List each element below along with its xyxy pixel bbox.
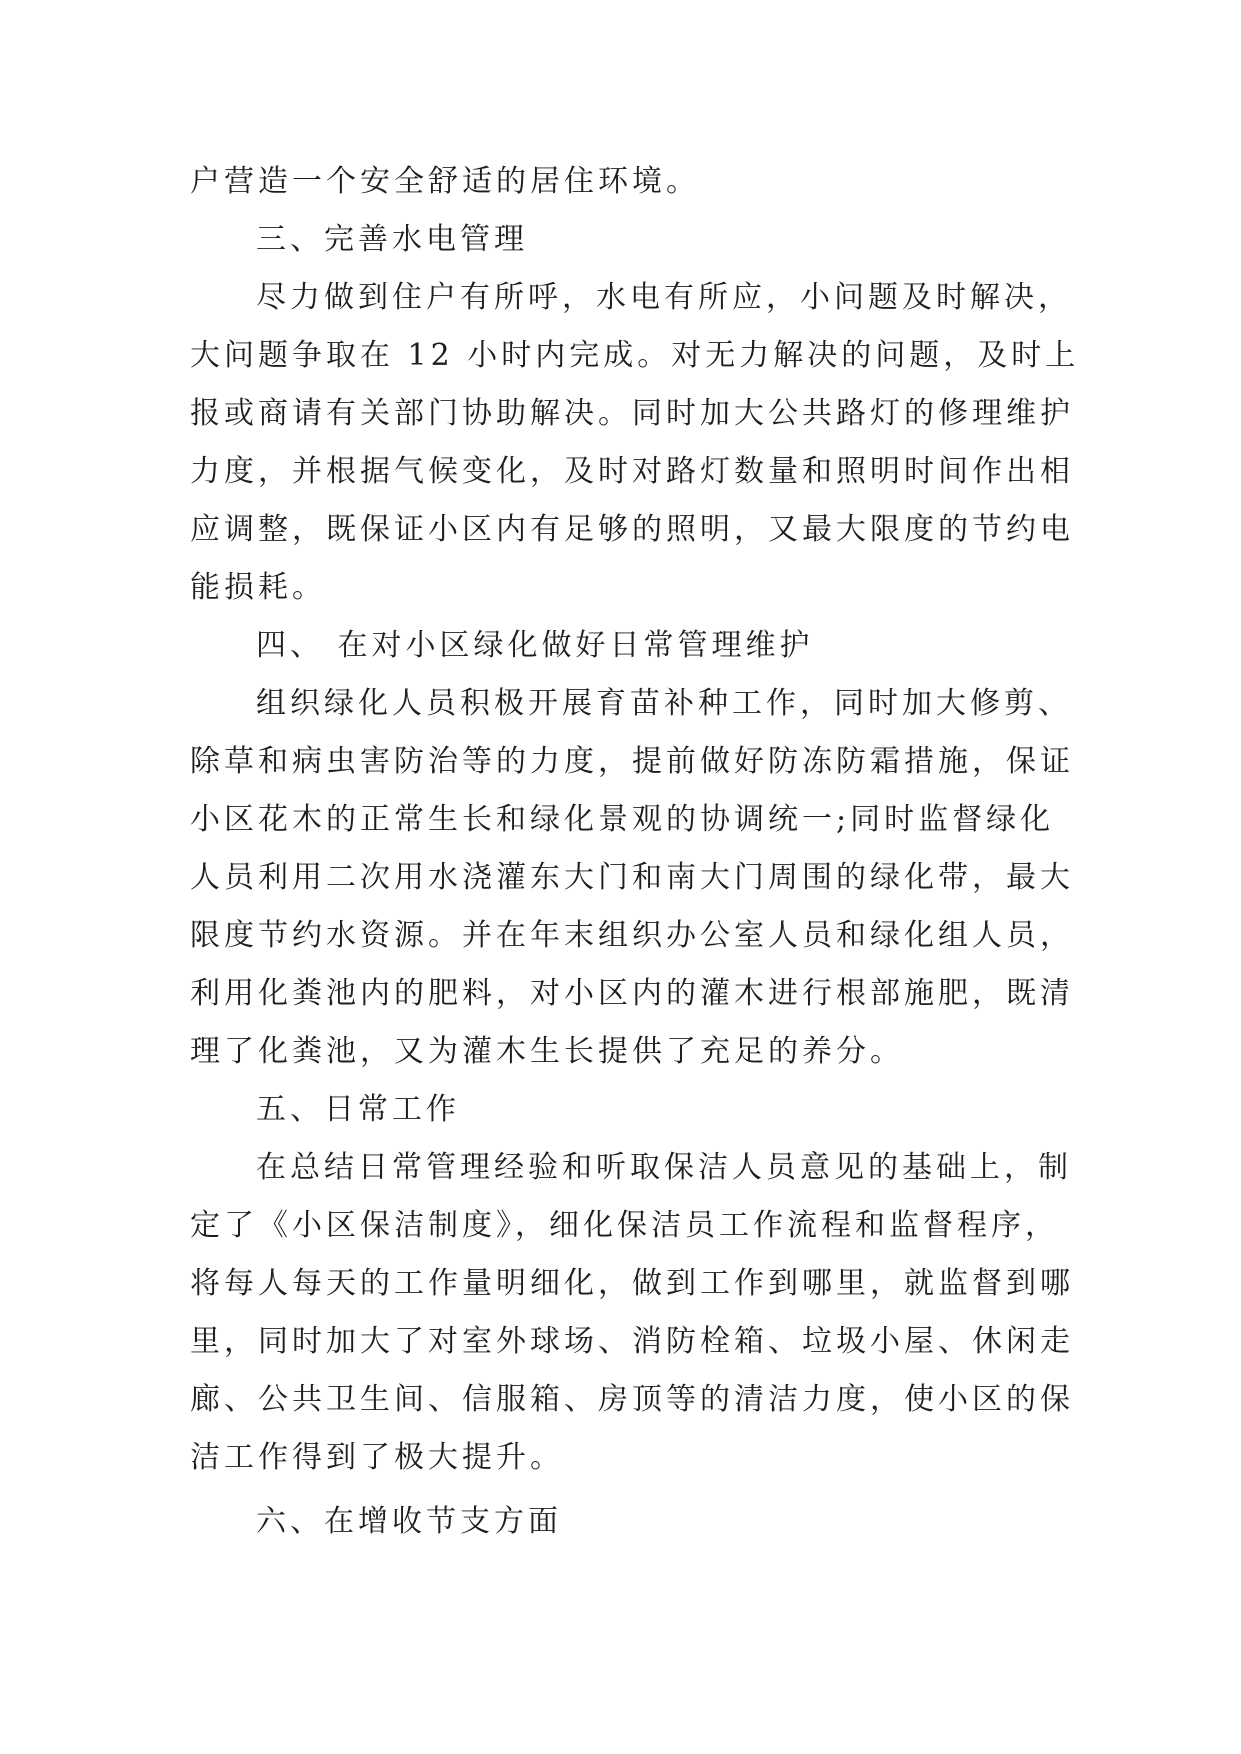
body-line: 除草和病虫害防治等的力度，提前做好防冻防霜措施，保证 xyxy=(190,744,1074,779)
section-heading-4: 四、 在对小区绿化做好日常管理维护 xyxy=(256,628,814,663)
body-line: 廊、公共卫生间、信服箱、房顶等的清洁力度，使小区的保 xyxy=(190,1382,1074,1417)
body-line: 在总结日常管理经验和听取保洁人员意见的基础上，制 xyxy=(256,1150,1072,1185)
body-line: 应调整，既保证小区内有足够的照明，又最大限度的节约电 xyxy=(190,512,1074,547)
body-line: 力度，并根据气候变化，及时对路灯数量和照明时间作出相 xyxy=(190,454,1074,489)
section-heading-6: 六、在增收节支方面 xyxy=(256,1504,562,1539)
body-line: 人员利用二次用水浇灌东大门和南大门周围的绿化带，最大 xyxy=(190,860,1074,895)
body-line: 限度节约水资源。并在年末组织办公室人员和绿化组人员， xyxy=(190,918,1074,953)
body-line: 户营造一个安全舒适的居住环境。 xyxy=(190,164,700,199)
body-line: 报或商请有关部门协助解决。同时加大公共路灯的修理维护 xyxy=(190,396,1074,431)
body-line: 小区花木的正常生长和绿化景观的协调统一;同时监督绿化 xyxy=(190,802,1055,837)
body-line: 组织绿化人员积极开展育苗补种工作，同时加大修剪、 xyxy=(256,686,1072,721)
body-line: 定了《小区保洁制度》，细化保洁员工作流程和监督程序， xyxy=(190,1208,1059,1243)
body-line: 洁工作得到了极大提升。 xyxy=(190,1440,564,1475)
body-line: 理了化粪池，又为灌木生长提供了充足的养分。 xyxy=(190,1034,904,1069)
section-heading-3: 三、完善水电管理 xyxy=(256,222,528,257)
document-body xyxy=(190,153,1080,1551)
body-line: 里，同时加大了对室外球场、消防栓箱、垃圾小屋、休闲走 xyxy=(190,1324,1074,1359)
body-line: 尽力做到住户有所呼，水电有所应，小问题及时解决， xyxy=(256,280,1072,315)
section-heading-5: 五、日常工作 xyxy=(256,1092,460,1127)
body-line: 将每人每天的工作量明细化，做到工作到哪里，就监督到哪 xyxy=(190,1266,1074,1301)
body-line: 利用化粪池内的肥料，对小区内的灌木进行根部施肥，既清 xyxy=(190,976,1074,1011)
body-line: 大问题争取在 12 小时内完成。对无力解决的问题，及时上 xyxy=(190,338,1080,373)
body-line: 能损耗。 xyxy=(190,570,326,605)
